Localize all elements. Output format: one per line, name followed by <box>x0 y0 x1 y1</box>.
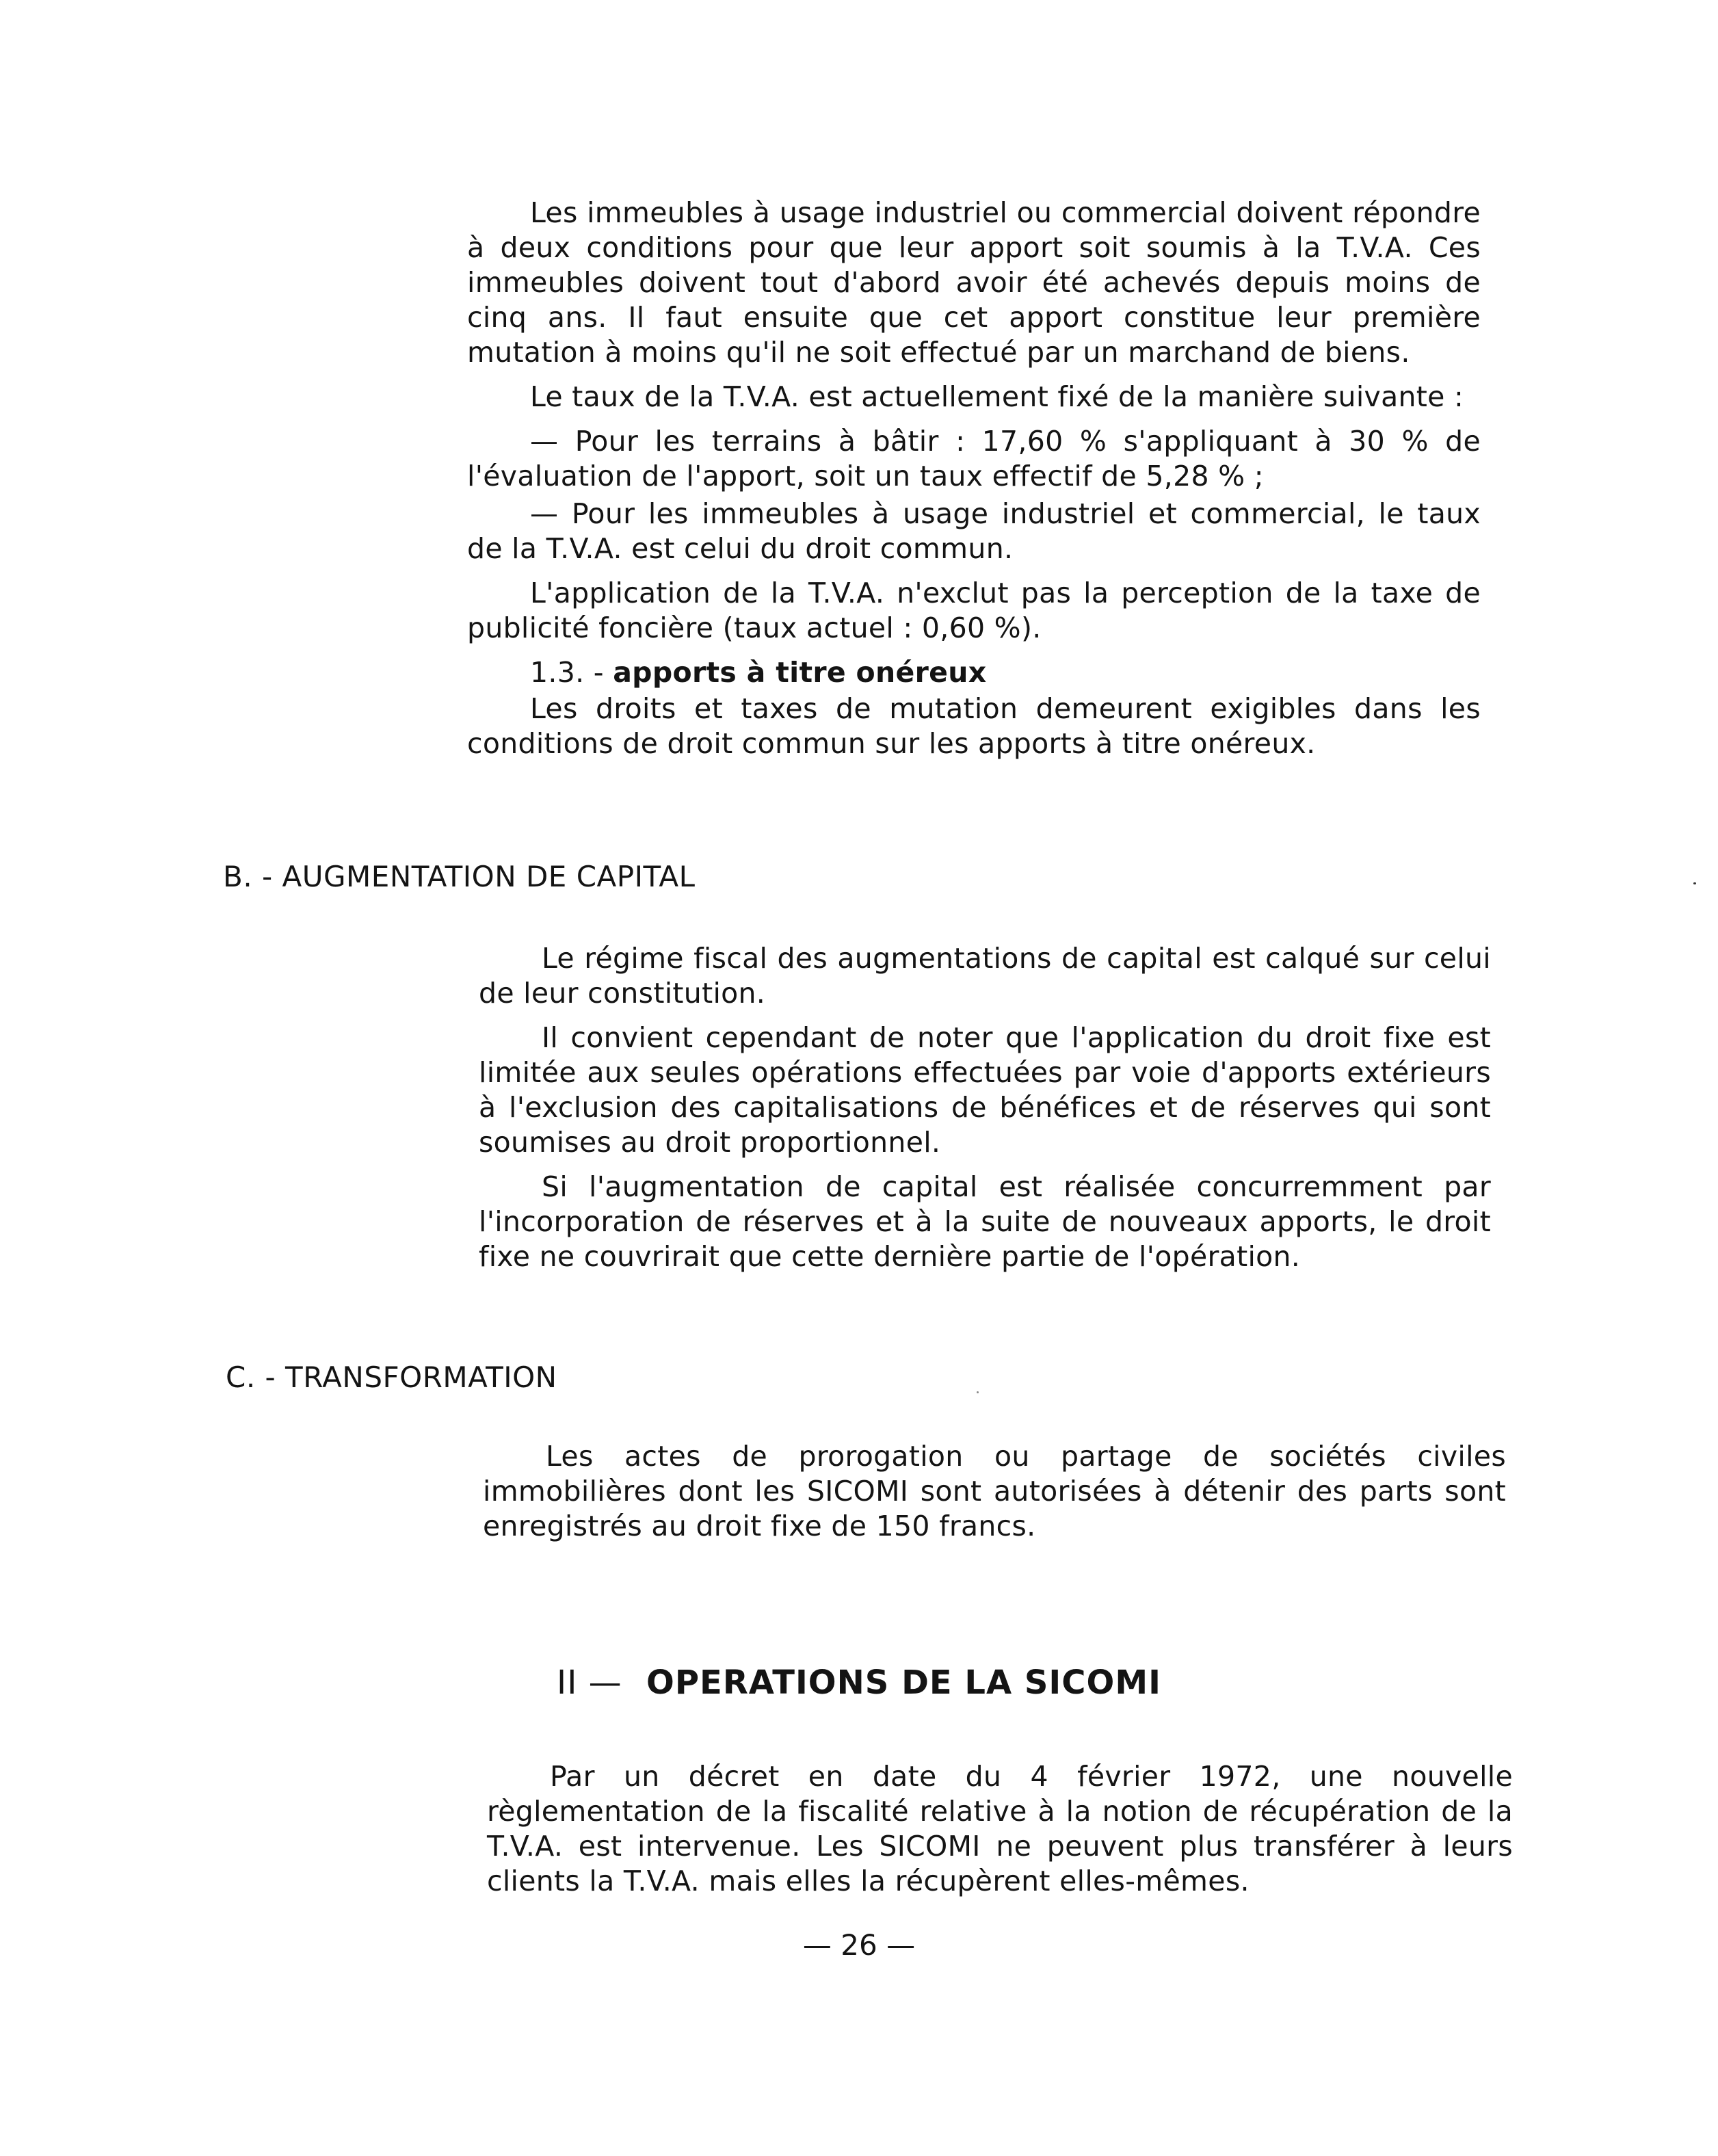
paragraph-fixed-duty-limit: Il convient cependant de noter que l'application du droit fixe est limitée aux seules opérations effectuées par voie d'apports extérieurs à l'exclusion des capitalisations de bénéfices et de réserves qui sont soumises au droit proportionnel. <box>479 1021 1491 1159</box>
subheading-number: 1.3. - <box>530 656 604 689</box>
paragraph-transfer-duties: Les droits et taxes de mutation demeurent exigibles dans les conditions de droit commun sur les apports à titre onéreux. <box>467 692 1481 760</box>
list-item-building-land: — Pour les terrains à bâtir : 17,60 % s'appliquant à 30 % de l'évaluation de l'apport, soit un taux effectif de 5,28 % ; <box>467 425 1481 492</box>
paragraph-commercial-buildings: Les immeubles à usage industriel ou commercial doivent répondre à deux conditions pour que leur apport soit soumis à la T.V.A. Ces immeubles doivent tout d'abord avoir été achevés depuis moins de cinq ans. Il faut ensuite que cet apport constitue leur première mutation à moins qu'il ne soit effectué par un marchand de biens. <box>467 196 1481 369</box>
subheading-title: apports à titre onéreux <box>613 656 987 689</box>
paragraph-concurrent-increase: Si l'augmentation de capital est réalisée concurremment par l'incorporation de réserves et à la suite de nouveaux apports, le droit fixe ne couvrirait que cette dernière partie de l'opération. <box>479 1170 1491 1273</box>
part-two-heading <box>0 1662 1718 1703</box>
scan-speck <box>1693 882 1696 884</box>
list-item-industrial-buildings: — Pour les immeubles à usage industriel et commercial, le taux de la T.V.A. est celui du droit commun. <box>467 497 1481 565</box>
paragraph-capital-regime: Le régime fiscal des augmentations de capital est calqué sur celui de leur constitution. <box>479 942 1491 1010</box>
section-b-heading: B. - AUGMENTATION DE CAPITAL <box>223 860 696 893</box>
scan-speck <box>977 1391 979 1393</box>
section-a-continuation <box>467 196 1481 771</box>
paragraph-vat-rate-intro: Le taux de la T.V.A. est actuellement fixé de la manière suivante : <box>530 380 1464 413</box>
section-c-heading: C. - TRANSFORMATION <box>226 1360 557 1394</box>
part-two-number: II — <box>557 1664 622 1702</box>
page-number: — 26 — <box>802 1928 916 1962</box>
section-b-body <box>479 941 1491 1284</box>
paragraph-land-registry-tax: L'application de la T.V.A. n'exclut pas la perception de la taxe de publicité foncière (taux actuel : 0,60 %). <box>467 577 1481 644</box>
paragraph-decree-1972: Par un décret en date du 4 février 1972, une nouvelle règlementation de la fiscalité relative à la notion de récupération de la T.V.A. est intervenue. Les SICOMI ne peuvent plus transférer à leurs clients la T.V.A. mais elles la récupèrent elles-mêmes. <box>487 1760 1513 1897</box>
paragraph-prorogation-acts: Les actes de prorogation ou partage de sociétés civiles immobilières dont les SICOMI sont autorisées à détenir des parts sont enregistrés au droit fixe de 150 francs. <box>483 1440 1506 1542</box>
part-two-title: OPERATIONS DE LA SICOMI <box>646 1664 1161 1702</box>
section-c-body <box>483 1439 1506 1553</box>
subheading-onerous-contributions <box>467 655 1481 690</box>
part-two-body <box>487 1759 1513 1908</box>
